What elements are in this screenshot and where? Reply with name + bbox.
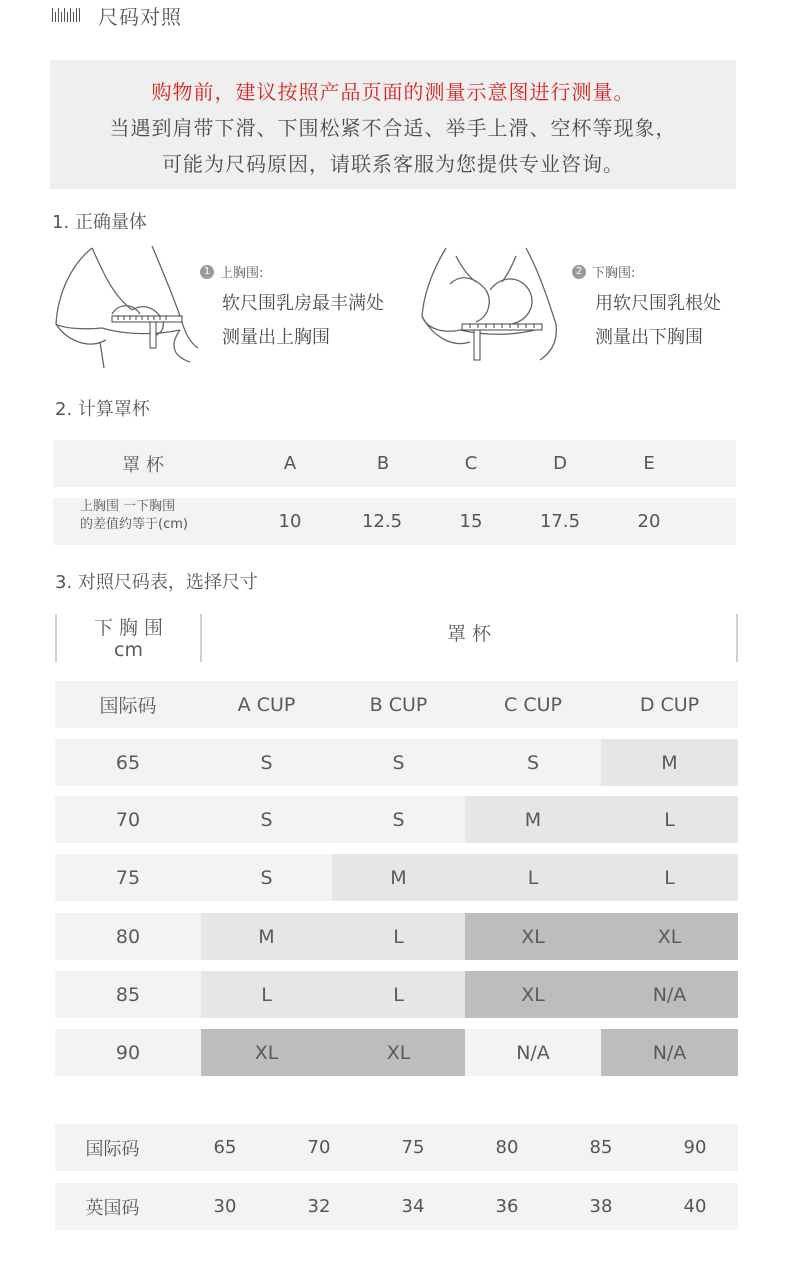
size-cell: L [601,854,738,901]
notice-line-3: 可能为尺码原因，请联系客服为您提供专业咨询。 [162,152,624,176]
intl-size-cell: 90 [683,1137,707,1158]
size-cell: S [201,739,332,786]
intl-size-row [55,1124,738,1171]
cup-diff-label-2: 的差值约等于(cm) [80,517,188,532]
uk-size-label: 英国码 [85,1197,140,1219]
size-cell: S [201,796,332,843]
cup-diff-row [53,498,736,545]
cup-column-header: A CUP [201,681,332,728]
cup-column-header: C CUP [465,681,601,728]
size-cell: M [201,913,332,960]
cup-header-row [53,440,736,487]
size-cell: XL [601,913,738,960]
intl-size-cell: 75 [401,1137,425,1158]
cup-diff-cell: 17.5 [539,511,581,532]
size-cell: N/A [465,1029,601,1076]
cup-header-cell: A [283,453,297,474]
size-cell: L [332,913,465,960]
size-cell: L [465,854,601,901]
barcode-icon [52,8,82,22]
notice-line-2: 当遇到肩带下滑、下围松紧不合适、举手上滑、空杯等现象， [109,116,677,140]
cup-column-header: B CUP [332,681,465,728]
intl-code-header: 国际码 [55,681,201,728]
uk-size-cell: 34 [401,1196,425,1217]
cup-diff-cell: 20 [637,511,661,532]
cup-diff-label-1: 上胸围 一下胸围 [80,499,176,514]
size-cell: XL [465,971,601,1018]
notice-line-1: 购物前，建议按照产品页面的测量示意图进行测量。 [151,80,635,104]
band-label [57,616,200,662]
lower-bust-illustration [416,244,566,370]
band-size-cell: 65 [55,739,201,786]
size-cell: M [332,854,465,901]
intl-size-cell: 65 [213,1137,237,1158]
size-cell: M [601,739,738,786]
lower-bust-desc-1: 用软尺围乳根处 [595,293,721,314]
uk-size-cell: 36 [495,1196,519,1217]
band-size-cell: 90 [55,1029,201,1076]
upper-bust-label-text: 上胸围: [220,266,264,281]
band-size-cell: 80 [55,913,201,960]
band-size-cell: 85 [55,971,201,1018]
band-label-1: 下 胸 围 [93,617,164,639]
uk-size-row [55,1183,738,1230]
cup-header-cell: D [553,453,567,474]
uk-size-cell: 40 [683,1196,707,1217]
size-cell: S [332,739,465,786]
size-cell: XL [201,1029,332,1076]
intl-size-label: 国际码 [85,1138,140,1160]
number-1-icon: 1 [200,265,214,279]
uk-size-cell: 38 [589,1196,613,1217]
lower-bust-label-text: 下胸围: [592,266,636,281]
cup-header-cell: B [376,453,390,474]
lower-bust-desc [595,287,721,355]
section-1-title: 1. 正确量体 [52,212,147,233]
size-cell: XL [332,1029,465,1076]
size-cell: S [332,796,465,843]
lower-bust-desc-2: 测量出下胸围 [595,327,703,348]
cup-header-cell: E [643,453,655,474]
size-cell: XL [465,913,601,960]
size-cell: L [332,971,465,1018]
intl-size-cell: 80 [495,1137,519,1158]
notice-box [50,60,736,189]
upper-bust-illustration [52,244,202,370]
size-cell: N/A [601,971,738,1018]
upper-bust-desc-1: 软尺围乳房最丰满处 [222,293,384,314]
lower-bust-label [572,262,635,281]
size-cell: M [465,796,601,843]
cup-diff-label [80,498,250,545]
upper-bust-desc-2: 测量出上胸围 [222,327,330,348]
intl-size-cell: 70 [307,1137,331,1158]
cup-diff-cell: 10 [278,511,302,532]
upper-bust-desc [222,287,384,355]
size-cell: S [201,854,332,901]
uk-size-cell: 30 [213,1196,237,1217]
page-title: 尺码对照 [98,4,182,29]
number-2-icon: 2 [572,265,586,279]
section-3-title: 3. 对照尺码表，选择尺寸 [55,572,258,593]
intl-size-cell: 85 [589,1137,613,1158]
cup-header-cell: C [464,453,478,474]
page-header [52,0,182,30]
cup-label: 罩 杯 [446,622,492,645]
cup-column-header: D CUP [601,681,738,728]
band-size-cell: 75 [55,854,201,901]
uk-size-cell: 32 [307,1196,331,1217]
size-cell: S [465,739,601,786]
table-right-border [736,614,738,662]
cup-diff-cell: 15 [459,511,483,532]
band-label-2: cm [114,639,143,661]
upper-bust-label [200,262,263,281]
size-cell: N/A [601,1029,738,1076]
band-size-cell: 70 [55,796,201,843]
cup-header-label: 罩 杯 [122,454,164,476]
cup-diff-cell: 12.5 [361,511,403,532]
size-cell: L [601,796,738,843]
section-2-title: 2. 计算罩杯 [55,399,150,420]
size-cell: L [201,971,332,1018]
